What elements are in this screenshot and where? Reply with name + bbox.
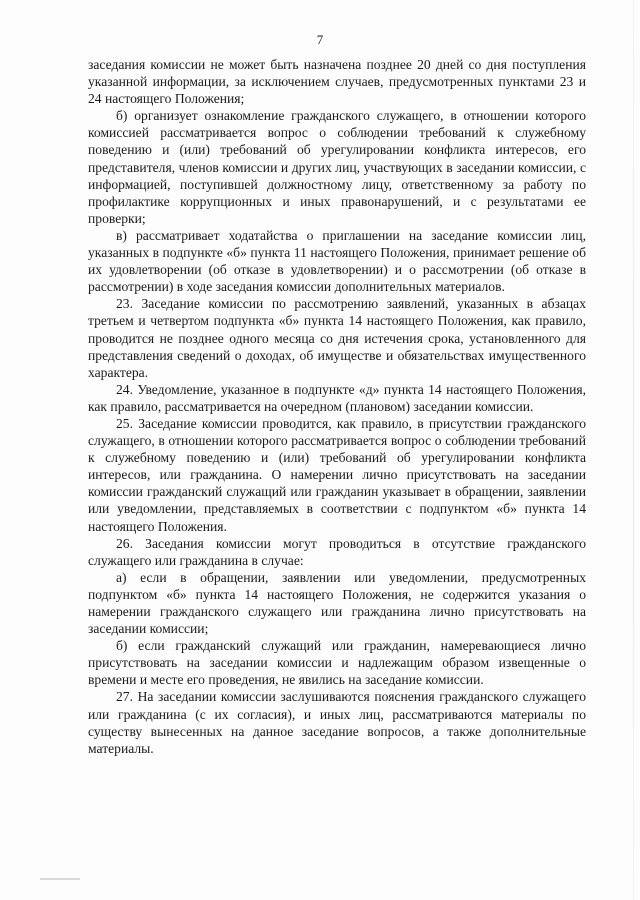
page-number: 7 — [316, 32, 324, 47]
paragraph-clause-23: 23. Заседание комиссии по рассмотрению заявлений, указанных в абзацах третьем и четвертом подпункта «б» пункта 14 настоящего Положения, как правило, проводится не позднее одного месяца со дня истечения срока, установленного для представления сведений о доходах, об имуществе и обязательствах имущественного характера. — [88, 296, 586, 380]
paragraph-clause-26-item-a: а) если в обращении, заявлении или уведомлении, предусмотренных подпунктом «б» пункта 14 настоящего Положения, не содержится указания о намерении гражданского служащего или гражданина лично присутствовать на заседании комиссии; — [88, 569, 586, 637]
paragraph-continuation: заседания комиссии не может быть назначена позднее 20 дней со дня поступления указанной информации, за исключением случаев, предусмотренных пунктами 23 и 24 настоящего Положения; — [88, 57, 586, 107]
paragraph-item-b-familiarization: б) организует ознакомление гражданского служащего, в отношении которого комиссией рассматривается вопрос о соблюдении требований к служебному поведению и (или) требований об урегулировании конфликта интересов, его представителя, членов комиссии и других лиц, участвующих в заседании комиссии, с информацией, поступившей должностному лицу, ответственному за работу по профилактике коррупционных и иных правонарушений, и с результатами ее проверки; — [88, 108, 586, 226]
paragraph-item-v-petitions: в) рассматривает ходатайства о приглашении на заседание комиссии лиц, указанных в подпункте «б» пункта 11 настоящего Положения, принимает решение об их удовлетворении (об отказе в удовлетворении) и о рассмотрении (об отказе в рассмотрении) в ходе заседания комиссии дополнительных материалов. — [88, 227, 586, 295]
paragraph-clause-26-item-b: б) если гражданский служащий или гражданин, намеревающиеся лично присутствовать на заседании комиссии и надлежащим образом извещенные о времени и месте его проведения, не явились на заседание комиссии. — [88, 638, 586, 688]
paragraph-clause-27: 27. На заседании комиссии заслушиваются пояснения гражданского служащего или гражданина (с их согласия), и иных лиц, рассматриваются материалы по существу вынесенных на данное заседание вопросов, а также дополнительные материалы. — [88, 689, 586, 756]
scan-edge-shadow — [633, 0, 634, 900]
paragraph-clause-24: 24. Уведомление, указанное в подпункте «д» пункта 14 настоящего Положения, как правило, рассматривается на очередном (плановом) заседании комиссии. — [88, 381, 586, 414]
document-body — [88, 56, 586, 757]
paragraph-clause-25: 25. Заседание комиссии проводится, как правило, в присутствии гражданского служащего, в отношении которого рассматривается вопрос о соблюдении требований к служебному поведению и (или) требований об урегулировании конфликта интересов, или гражданина. О намерении лично присутствовать на заседании комиссии гражданский служащий или гражданин указывает в обращении, заявлении или уведомлении, представляемых в соответствии с подпунктом «б» пункта 14 настоящего Положения. — [88, 415, 586, 534]
paragraph-clause-26: 26. Заседания комиссии могут проводиться в отсутствие гражданского служащего или гражданина в случае: — [88, 535, 586, 568]
scan-artifact-mark — [40, 878, 80, 880]
